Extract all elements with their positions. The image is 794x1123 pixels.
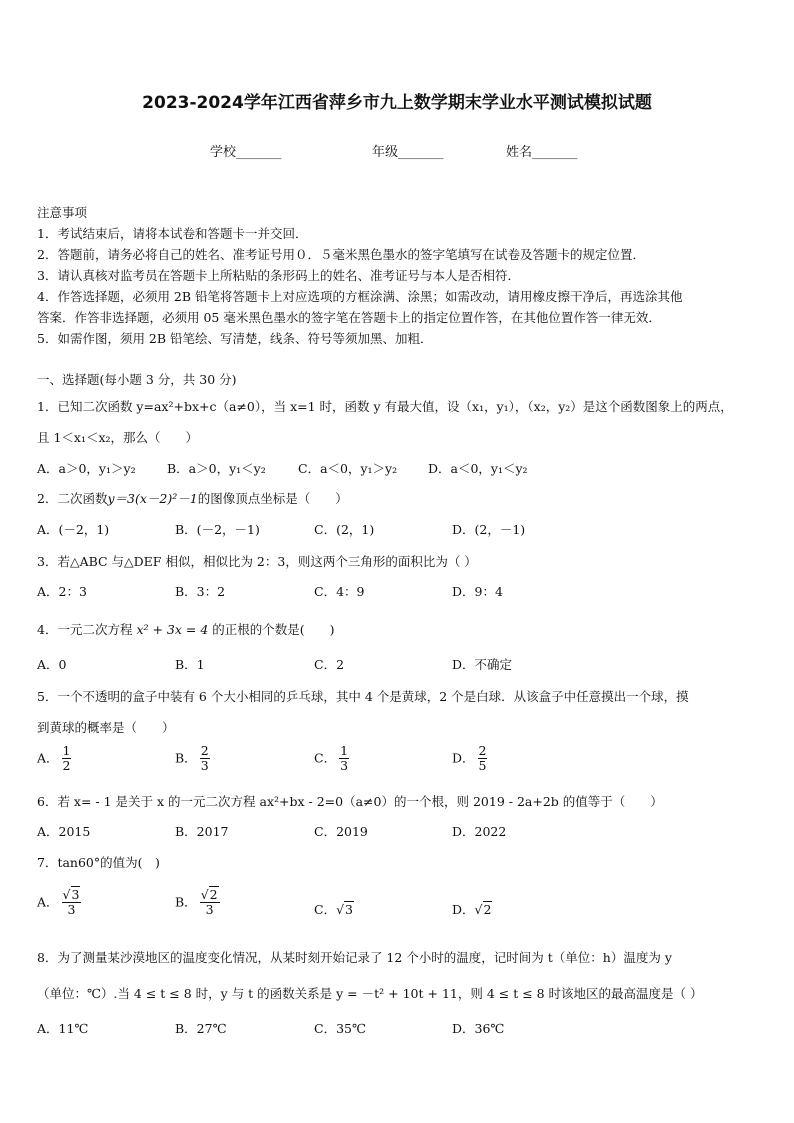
q8-option-d: D．36℃: [452, 1021, 505, 1036]
radicand: 3: [71, 887, 80, 902]
denominator: 3: [205, 902, 214, 918]
q2-option-b: B．(－2，－1): [175, 522, 260, 537]
option-label: C．: [314, 902, 337, 917]
q2-option-d: D．(2，－1): [452, 522, 526, 537]
q2-suffix: 的图像顶点坐标是（ ）: [197, 491, 348, 506]
question-3: 3．若△ABC 与△DEF 相似，相似比为 2：3，则这两个三角形的面积比为（ ）: [37, 554, 477, 569]
notice-heading: 注意事项: [37, 205, 88, 220]
numerator: 1: [340, 743, 349, 758]
q4-prefix: 4．一元二次方程: [37, 622, 133, 637]
q3-option-a: A．2：3: [37, 584, 87, 599]
fraction: [339, 744, 349, 774]
option-label: B．: [175, 750, 197, 766]
notice-item: 5．如需作图，须用 2B 铅笔绘、写清楚，线条、符号等须加黑、加粗．: [37, 331, 433, 346]
option-label: A．: [37, 750, 59, 766]
denominator: 3: [340, 758, 349, 774]
sqrt-symbol: √3: [62, 887, 80, 902]
q5-option-b: [175, 744, 210, 774]
question-6: 6．若 x= - 1 是关于 x 的一元二次方程 ax²+bx - 2=0（a≠0）的一个根，则 2019 - 2a+2b 的值等于（ ）: [37, 794, 663, 809]
school-field: 学校_______: [210, 145, 282, 160]
q2-option-c: C．(2，1): [314, 522, 375, 537]
q1-option-c: C．a＜0，y₁＞y₂: [298, 461, 398, 476]
q3-option-b: B．3：2: [175, 584, 226, 599]
question-1-line-2: 且 1＜x₁＜x₂，那么（ ）: [37, 430, 199, 445]
sqrt-symbol: √2: [474, 902, 492, 917]
q6-option-d: D．2022: [452, 824, 507, 839]
q2-prefix: 2．二次函数: [37, 491, 108, 506]
q6-option-b: B．2017: [175, 824, 229, 839]
q6-option-c: C．2019: [314, 824, 368, 839]
q4-option-a: A．0: [37, 657, 67, 672]
radicand: 2: [483, 902, 492, 917]
question-5-line-1: 5．一个不透明的盒子中装有 6 个大小相同的乒乓球，其中 4 个是黄球，2 个是白球．从该盒子中任意摸出一个球，摸: [37, 689, 689, 704]
denominator: 2: [62, 758, 71, 774]
fraction: [62, 744, 72, 774]
numerator: 2: [478, 743, 487, 758]
q5-option-a: [37, 744, 71, 774]
q4-option-b: B．1: [175, 657, 205, 672]
option-label: D．: [452, 902, 475, 917]
sqrt-symbol: √3: [336, 902, 353, 917]
fraction: [62, 888, 82, 918]
radicand: 2: [209, 887, 218, 902]
q4-formula: x² + 3x = 4: [136, 622, 209, 637]
notice-item: 3．请认真核对监考员在答题卡上所粘贴的条形码上的姓名、准考证号与本人是否相符．: [37, 268, 520, 283]
fraction: [200, 744, 210, 774]
sqrt-symbol: √2: [200, 887, 218, 902]
question-1-line-1: 1．已知二次函数 y=ax²+bx+c（a≠0），当 x=1 时，函数 y 有最大值，设（x₁，y₁），（x₂，y₂）是这个函数图象上的两点，: [37, 399, 733, 414]
question-2: [37, 489, 348, 507]
radicand: 3: [345, 902, 353, 917]
q5-option-d: [452, 744, 487, 774]
q1-option-a: A．a＞0，y₁＞y₂: [37, 461, 136, 476]
option-label: D．: [452, 750, 475, 766]
notice-item: 2．答题前，请务必将自己的姓名、准考证号用０．５毫米黑色墨水的签字笔填写在试卷及答题卡的规定位置．: [37, 247, 645, 262]
notice-item: 答案．作答非选择题，必须用 05 毫米黑色墨水的签字笔在答题卡上的指定位置作答，在其他位置作答一律无效．: [37, 310, 661, 325]
q2-option-a: A．(－2，1): [37, 522, 110, 537]
notice-item: 4．作答选择题，必须用 2B 铅笔将答题卡上对应选项的方框涂满、涂黑；如需改动，请用橡皮擦干净后，再选涂其他: [37, 289, 683, 304]
fraction: [478, 744, 488, 774]
numerator: [200, 888, 220, 903]
q7-option-d: [452, 900, 492, 918]
q4-suffix: 的正根的个数是( ): [212, 622, 335, 637]
q8-option-c: C．35℃: [314, 1021, 366, 1036]
question-8-line-2: （单位：℃）.当 4 ≤ t ≤ 8 时，y 与 t 的函数关系是 y = －t² + 10t + 11，则 4 ≤ t ≤ 8 时该地区的最高温度是（ ）: [37, 986, 703, 1001]
q4-option-d: D．不确定: [452, 657, 513, 672]
section-heading: 一、选择题(每小题 3 分，共 30 分): [37, 372, 237, 387]
q6-option-a: A．2015: [37, 824, 91, 839]
q1-option-b: B．a＞0，y₁＜y₂: [167, 461, 266, 476]
grade-field: 年级_______: [372, 145, 444, 160]
q7-option-c: [314, 900, 354, 918]
q7-option-a: [37, 888, 81, 918]
name-field: 姓名_______: [506, 145, 578, 160]
q8-option-b: B．27℃: [175, 1021, 227, 1036]
notice-item: 1．考试结束后，请将本试卷和答题卡一并交回．: [37, 226, 308, 241]
q1-option-d: D．a＜0，y₁＜y₂: [428, 461, 528, 476]
question-8-line-1: 8．为了测量某沙漠地区的温度变化情况，从某时刻开始记录了 12 个小时的温度，记时间为 t（单位：h）温度为 y: [37, 950, 672, 965]
question-7: 7．tan60°的值为( ): [37, 855, 160, 870]
q2-formula: y＝3(x－2)²－1: [107, 491, 198, 506]
denominator: 3: [200, 758, 209, 774]
denominator: 5: [478, 758, 487, 774]
q4-option-c: C．2: [314, 657, 345, 672]
numerator: 2: [200, 743, 209, 758]
fraction: [200, 888, 220, 918]
q8-option-a: A．11℃: [37, 1021, 89, 1036]
denominator: 3: [67, 902, 76, 918]
question-4: [37, 620, 335, 638]
numerator: 1: [62, 743, 71, 758]
option-label: B．: [175, 894, 197, 910]
q3-option-c: C．4：9: [314, 584, 365, 599]
q7-option-b: [175, 888, 220, 918]
option-label: A．: [37, 894, 59, 910]
q3-option-d: D．9：4: [452, 584, 503, 599]
option-label: C．: [314, 750, 337, 766]
numerator: [62, 888, 82, 903]
question-5-line-2: 到黄球的概率是（ ）: [37, 720, 175, 735]
q5-option-c: [314, 744, 349, 774]
page-title: 2023-2024学年江西省萍乡市九上数学期末学业水平测试模拟试题: [142, 93, 652, 113]
